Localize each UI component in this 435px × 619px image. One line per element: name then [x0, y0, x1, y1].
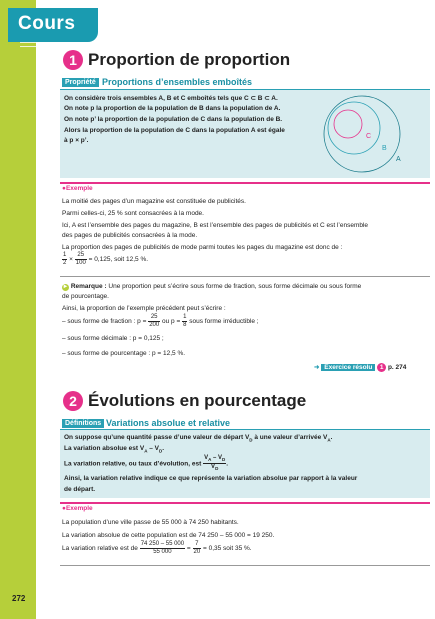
prop-line-5: à p × p’.: [64, 137, 89, 144]
example-line-3: Ici, A est l’ensemble des pages du magazine, B est l’ensemble des pages de publicités et C est l’ensemble: [62, 222, 369, 229]
remark-icon: ►: [62, 284, 69, 290]
definitions-box: [60, 429, 430, 498]
section-title-2: Évolutions en pourcentage: [88, 391, 307, 410]
example2-divider-bottom: [60, 565, 430, 566]
section-title-1: Proportion de proportion: [88, 50, 291, 69]
example-label-2: ● Exemple: [62, 505, 93, 512]
example-divider-top: [60, 182, 430, 184]
label-b: B: [382, 145, 387, 152]
cours-tag: [8, 8, 98, 42]
calc-frac-1: $\frac{1}{2}$: [63, 252, 67, 266]
page-number: 272: [12, 594, 26, 603]
propriete-title: Proportions d’ensembles emboîtés: [102, 77, 253, 87]
def-line-3: La variation relative, ou taux d’évolution, est $\frac{V_A - V_D}{V_D}$ .: [64, 455, 229, 472]
form-decimal: – sous forme décimale : p = 0,125 ;: [62, 335, 164, 342]
propriete-box: [60, 89, 430, 178]
tag-stripes: [20, 42, 98, 47]
nested-sets-diagram: [292, 92, 432, 176]
remark-line-3: Ainsi, la proportion de l’exemple précédent peut s’écrire :: [62, 305, 226, 312]
example-line-5: La proportion des pages de publicités de mode parmi toutes les pages du magazine est donc de :: [62, 244, 343, 251]
section-number-1: 1: [63, 50, 83, 70]
label-c: C: [366, 133, 372, 140]
example-divider-bottom: [60, 276, 430, 277]
def-line-5: de départ.: [64, 486, 96, 493]
def-line-1: On suppose qu’une quantité passe d’une valeur de départ $V_D$ à une valeur d’arrivée $V_A$.: [64, 434, 333, 443]
set-c-circle: [334, 110, 362, 138]
example-line-1: La moitié des pages d’un magazine est constituée de publicités.: [62, 198, 246, 205]
example2-divider-top: [60, 502, 430, 504]
form-percent: – sous forme de pourcentage : p = 12,5 %.: [62, 350, 186, 357]
example2-line-2: La variation absolue de cette population est de 74 250 – 55 000 = 19 250.: [62, 532, 275, 539]
remark-line-2: de pourcentage.: [62, 293, 109, 300]
label-a: A: [396, 156, 401, 163]
prop-line-4: Alors la proportion de la population de C dans la population A est égale: [64, 127, 285, 134]
prop-line-2: On note p la proportion de la population de B dans la population de A.: [64, 105, 281, 112]
set-b-circle: [328, 102, 380, 154]
calc-frac-2: $\frac{25}{100}$: [75, 252, 86, 266]
exercise-link[interactable]: ➜ Exercice résolu 1 p. 274: [314, 364, 407, 371]
def-line-2: La variation absolue est $V_A - V_D$.: [64, 445, 165, 454]
set-a-circle: [324, 96, 400, 172]
example2-line-1: La population d’une ville passe de 55 000 à 74 250 habitants.: [62, 519, 239, 526]
example-line-4: des pages de publicités consacrées à la mode.: [62, 232, 198, 239]
section-number-2: 2: [63, 391, 83, 411]
example-calc: $\frac{1}{2}$ × $\frac{25}{100}$ = 0,125, soit 12,5 %.: [63, 252, 149, 266]
remark-line-1: ► Remarque : Une proportion peut s’écrire sous forme de fraction, sous forme décimale ou sous forme: [62, 283, 362, 290]
example-label-1: ● Exemple: [62, 185, 93, 192]
form-fraction: – sous forme de fraction : p = $\frac{25}{200}$ ou p = $\frac{1}{8}$ sous forme irréductible ;: [62, 314, 259, 328]
definitions-label: Définitions: [62, 419, 104, 428]
prop-line-3: On note p’ la proportion de la population de C dans la population de B.: [64, 116, 283, 123]
remark-label: Remarque :: [70, 283, 107, 290]
calc-result: = 0,125, soit 12,5 %.: [88, 256, 149, 264]
prop-line-1: On considère trois ensembles A, B et C emboîtés tels que C ⊂ B ⊂ A.: [64, 95, 278, 102]
example-line-2: Parmi celles-ci, 25 % sont consacrées à la mode.: [62, 210, 204, 217]
propriete-label: Propriété: [62, 78, 99, 87]
def-line-4: Ainsi, la variation relative indique ce que représente la variation absolue par rapport à la valeur: [64, 475, 358, 482]
cours-label: Cours: [18, 13, 76, 34]
arrow-icon: ➜: [314, 364, 320, 371]
definitions-title: Variations absolue et relative: [106, 418, 231, 428]
example2-relative: La variation relative est de $\frac{74 250 - 55 000}{55 000}$ = $\frac{7}{20}$ = 0,35 soit 35 %.: [62, 541, 252, 555]
side-band: [0, 0, 36, 619]
